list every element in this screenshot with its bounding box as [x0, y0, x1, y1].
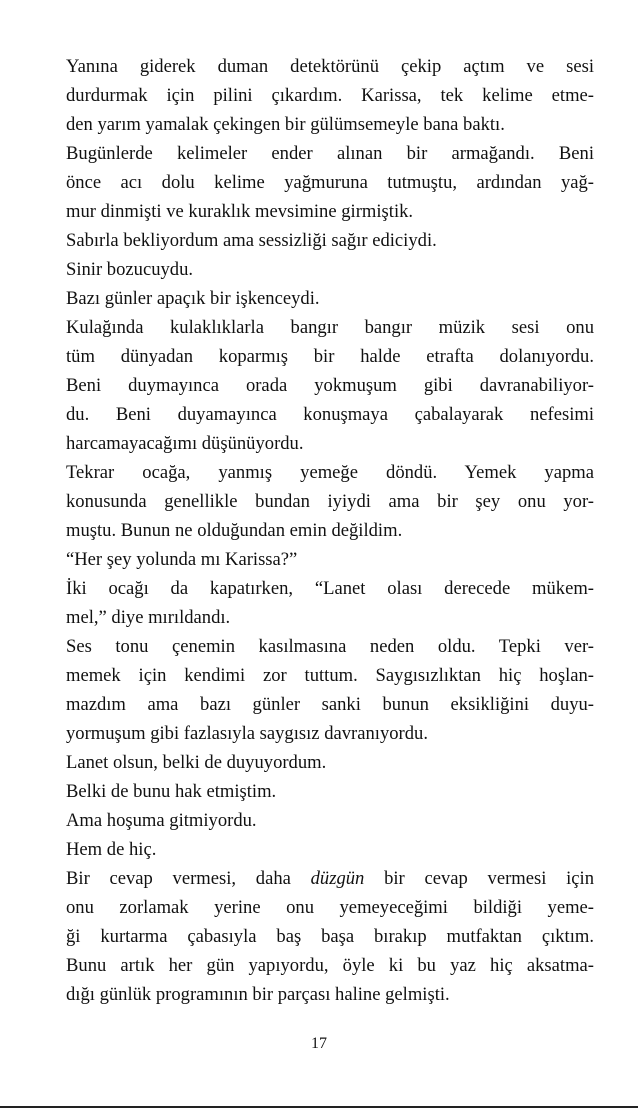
text-line: Bunu artık her gün yapıyordu, öyle ki bu yaz hiç aksatma- [66, 955, 594, 976]
text-line: onu zorlamak yerine onu yemeyeceğimi bildiği yeme- [66, 897, 594, 918]
text-line: Ama hoşuma gitmiyordu. [66, 810, 257, 831]
paragraph [32, 458, 594, 545]
paragraph [32, 545, 594, 574]
text-line: Beni duymayınca orada yokmuşum gibi davranabiliyor- [66, 375, 594, 396]
text-line: Sinir bozucuydu. [66, 259, 194, 280]
text-line: Hem de hiç. [66, 839, 157, 860]
body-text [32, 52, 594, 1009]
page-number: 17 [311, 1035, 327, 1052]
paragraph [32, 313, 594, 458]
paragraph [32, 284, 594, 313]
text-line: Ses tonu çenemin kasılmasına neden oldu. Tepki ver- [66, 636, 594, 657]
text-line: Sabırla bekliyordum ama sessizliği sağır ediciydi. [66, 230, 437, 251]
paragraph [32, 777, 594, 806]
text-line: den yarım yamalak çekingen bir gülümsemeyle bana baktı. [66, 114, 505, 135]
text-line: yormuşum gibi fazlasıyla saygısız davranıyordu. [66, 723, 428, 744]
text-line: memek için kendimi zor tuttum. Saygısızlıktan hiç hoşlan- [66, 665, 594, 686]
emphasized-word: düzgün [310, 868, 365, 889]
text-line: İki ocağı da kapatırken, “Lanet olası derecede mükem- [66, 578, 594, 599]
paragraph [32, 806, 594, 835]
text-line: tüm dünyadan koparmış bir halde etrafta dolanıyordu. [66, 346, 594, 367]
text-line: ği kurtarma çabasıyla baş başa bırakıp mutfaktan çıktım. [66, 926, 594, 947]
text-line: Yanına giderek duman detektörünü çekip açtım ve sesi [66, 56, 594, 77]
paragraph [32, 52, 594, 139]
text-line: Belki de bunu hak etmiştim. [66, 781, 277, 802]
text-line: önce acı dolu kelime yağmuruna tutmuştu, ardından yağ- [66, 172, 594, 193]
text-line: durdurmak için pilini çıkardım. Karissa, tek kelime etme- [66, 85, 594, 106]
text-line: Kulağında kulaklıklarla bangır bangır müzik sesi onu [66, 317, 594, 338]
paragraph [32, 748, 594, 777]
text-line: Tekrar ocağa, yanmış yemeğe döndü. Yemek yapma [66, 462, 594, 483]
text-line: du. Beni duyamayınca konuşmaya çabalayarak nefesimi [66, 404, 594, 425]
paragraph [32, 835, 594, 864]
text-line [32, 864, 594, 893]
text-line: mazdım ama bazı günler sanki bunun eksikliğini duyu- [66, 694, 594, 715]
text-line: dığı günlük programının bir parçası haline gelmişti. [66, 984, 450, 1005]
paragraph [32, 632, 594, 748]
paragraph [32, 574, 594, 632]
text-line: Bazı günler apaçık bir işkenceydi. [66, 288, 320, 309]
text-segment: Bir cevap vermesi, daha [66, 868, 311, 889]
bottom-rule [0, 1106, 638, 1108]
text-line: Lanet olsun, belki de duyuyordum. [66, 752, 327, 773]
text-line: muştu. Bunun ne olduğundan emin değildim. [66, 520, 403, 541]
text-line: harcamayacağımı düşünüyordu. [66, 433, 304, 454]
text-line: “Her şey yolunda mı Karissa?” [66, 549, 298, 570]
paragraph [32, 255, 594, 284]
text-line: mur dinmişti ve kuraklık mevsimine girmiştik. [66, 201, 414, 222]
paragraph [32, 139, 594, 226]
text-line: konusunda genellikle bundan iyiydi ama bir şey onu yor- [66, 491, 594, 512]
paragraph [32, 864, 594, 1009]
text-line: Bugünlerde kelimeler ender alınan bir armağandı. Beni [66, 143, 594, 164]
text-line: mel,” diye mırıldandı. [66, 607, 231, 628]
text-segment: bir cevap vermesi için [364, 868, 595, 889]
paragraph [32, 226, 594, 255]
